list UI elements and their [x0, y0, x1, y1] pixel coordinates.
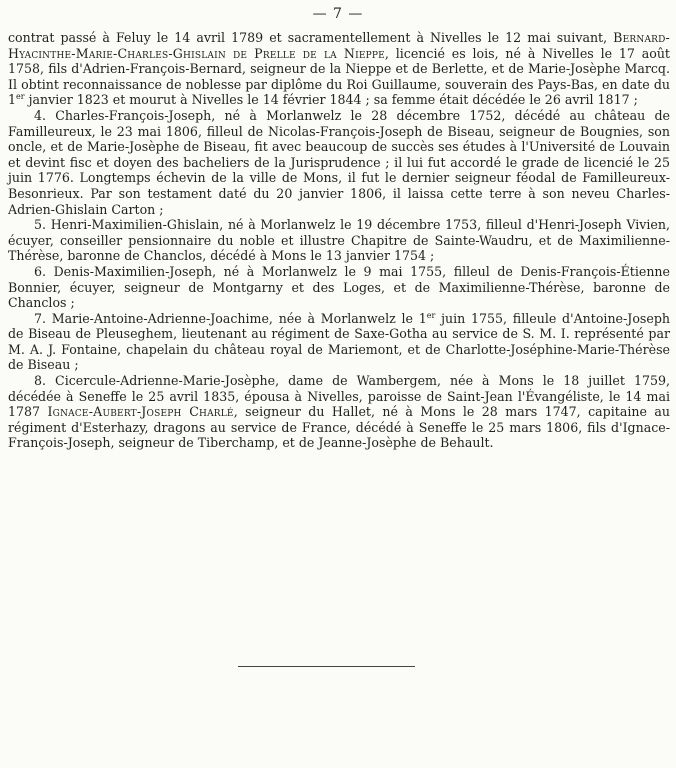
name-small-caps: Ignace-Aubert-Joseph Charlé — [47, 404, 234, 420]
superscript: er — [16, 92, 25, 102]
name-small-caps: Bernard-Hyacinthe-Marie-Charles-Ghislain de Prelle de la Nieppe — [8, 30, 670, 61]
text-segment: , licencié es lois, né à Nivelles le 17 août 1758, fils d'Adrien-François-Bernard, seigneur de la Nieppe et de Berlette, et de Marie-Josèphe Marcq. Il obtint reconnaissance de noblesse par diplôme du Roi Guillaume, souverain des Pays-Bas, en date du 1 — [8, 45, 670, 108]
paragraph — [8, 373, 670, 451]
paragraph — [8, 311, 670, 373]
text-segment: 8. Cicercule-Adrienne-Marie-Josèphe, dame de Wambergem, née à Mons le 18 juillet 1759, décédée à Seneffe le 25 avril 1835, épousa à Nivelles, paroisse de Saint-Jean l'Évangéliste, le 14 mai 1787 — [8, 373, 670, 420]
page-number: — 7 — — [312, 6, 364, 22]
text-segment: 7. Marie-Antoine-Adrienne-Joachime, née à Morlanwelz le 1 — [34, 310, 427, 326]
paragraph — [8, 264, 670, 311]
text-segment: , seigneur du Hallet, né à Mons le 28 mars 1747, capitaine au régiment d'Esterhazy, dragons au service de France, décédé à Seneffe le 25 mars 1806, fils d'Ignace-François-Joseph, seigneur de Tiberchamp, et de Jeanne-Josèphe de Behault. — [8, 404, 670, 451]
paragraph — [8, 30, 670, 108]
text-segment: janvier 1823 et mourut à Nivelles le 14 février 1844 ; sa femme était décédée le 26 avril 1817 ; — [24, 92, 638, 108]
text-segment: 4. Charles-François-Joseph, né à Morlanwelz le 28 décembre 1752, décédé au château de Familleureux, le 23 mai 1806, filleul de Nicolas-François-Joseph de Biseau, seigneur de Bougnies, son oncle, et de Marie-Josèphe de Biseau, fit avec beaucoup de succès ses études à l'Université de Louvain et devint fisc et doyen des bacheliers de la Jurisprudence ; il lui fut accordé le grade de licencié le 25 juin 1776. Longtemps échevin de la ville de Mons, il fut le dernier seigneur féodal de Familleureux-Besonrieux. Par son testament daté du 20 janvier 1806, il laissa cette terre à son neveu Charles-Adrien-Ghislain Carton ; — [8, 107, 670, 217]
text-segment: 5. Henri-Maximilien-Ghislain, né à Morlanwelz le 19 décembre 1753, filleul d'Henri-Joseph Vivien, écuyer, conseiller pensionnaire du noble et illustre Chapitre de Sainte-Waudru, et de Maximilienne-Thérèse, baronne de Chanclos, décédé à Mons le 13 janvier 1754 ; — [8, 217, 670, 264]
superscript: er — [426, 310, 436, 320]
text-segment: 6. Denis-Maximilien-Joseph, né à Morlanwelz le 9 mai 1755, filleul de Denis-François-Étienne Bonnier, écuyer, seigneur de Montgarny et des Loges, et de Maximilienne-Thérèse, baronne de Chanclos ; — [8, 263, 670, 311]
text-segment: contrat passé à Feluy le 14 avril 1789 et sacramentellement à Nivelles le 12 mai suivant, — [8, 30, 614, 45]
closing-rule — [238, 666, 415, 667]
text-segment: juin 1755, filleule d'Antoine-Joseph de Biseau de Pleuseghem, lieutenant au régiment de Saxe-Gotha au service de S. M. I. représenté par M. A. J. Fontaine, chapelain du château royal de Mariemont, et de Charlotte-Joséphine-Marie-Thérèse de Biseau ; — [8, 310, 670, 373]
body-text — [8, 30, 670, 451]
paragraph — [8, 108, 670, 217]
paragraph — [8, 217, 670, 264]
